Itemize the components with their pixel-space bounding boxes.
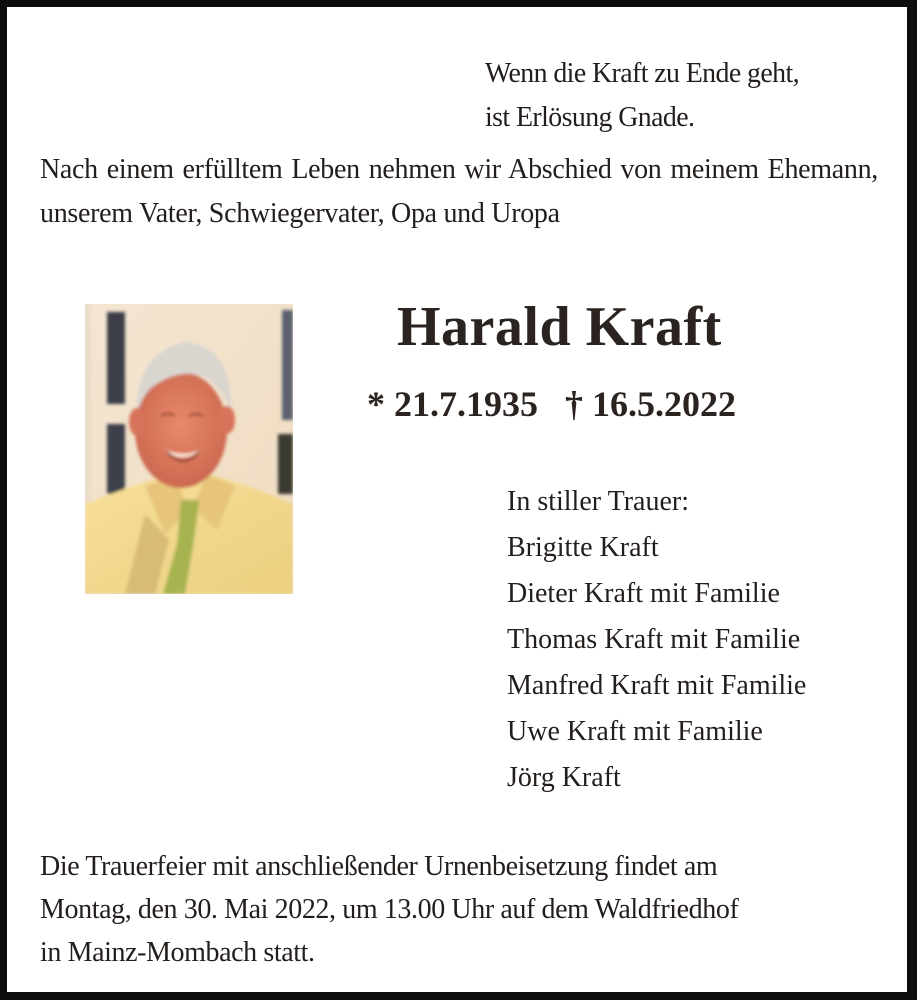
life-dates: * 21.7.1935 † 16.5.2022 (367, 384, 736, 424)
mourner-name: Jörg Kraft (507, 762, 621, 793)
mourner-name: Dieter Kraft mit Familie (507, 578, 780, 609)
service-line: Die Trauerfeier mit anschließender Urnenbeisetzung findet am (40, 851, 718, 882)
portrait-photo (85, 304, 293, 594)
service-line: in Mainz-Mombach statt. (40, 937, 315, 968)
mourners-list (507, 479, 806, 801)
motto-line: Wenn die Kraft zu Ende geht, (485, 57, 800, 89)
mourner-name: Brigitte Kraft (507, 532, 659, 563)
mourner-name: Thomas Kraft mit Familie (507, 624, 801, 655)
funeral-service-info (40, 845, 885, 974)
motto-quote (485, 51, 799, 139)
mourner-name: Uwe Kraft mit Familie (507, 716, 763, 747)
obituary-notice (7, 7, 907, 992)
service-line: Montag, den 30. Mai 2022, um 13.00 Uhr auf dem Waldfriedhof (40, 894, 739, 925)
motto-line: ist Erlösung Gnade. (485, 101, 695, 133)
mourner-name: Manfred Kraft mit Familie (507, 670, 807, 701)
mourners-heading: In stiller Trauer: (507, 486, 689, 517)
intro-paragraph: Nach einem erfülltem Leben nehmen wir Abschied von meinem Ehemann, unserem Vater, Schwiegervater, Opa und Uropa (40, 154, 878, 229)
deceased-name: Harald Kraft (397, 296, 722, 358)
